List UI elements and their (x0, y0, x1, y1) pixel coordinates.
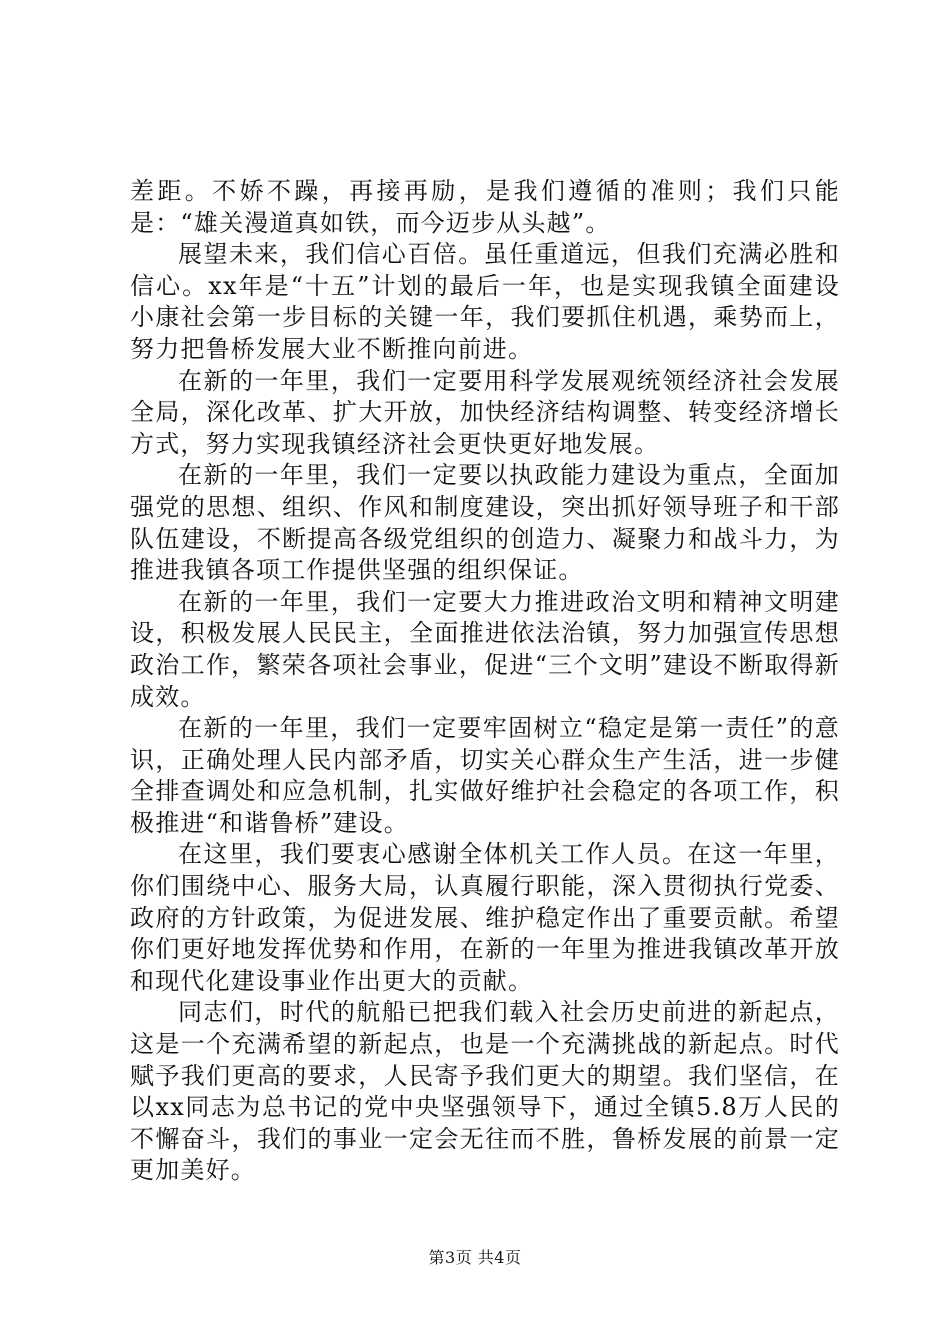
page-number-footer: 第3页 共4页 (428, 1248, 522, 1267)
paragraph-thanks-staff: 在这里，我们要衷心感谢全体机关工作人员。在这一年里，你们围绕中心、服务大局，认真履行职能，深入贯彻执行党委、政府的方针政策，为促进发展、维护稳定作出了重要贡献。希望你们更好地发挥优势和作用，在新的一年里为推进我镇改革开放和现代化建设事业作出更大的贡献。 (130, 840, 840, 995)
paragraph-scientific-development: 在新的一年里，我们一定要用科学发展观统领经济社会发展全局，深化改革、扩大开放，加快经济结构调整、转变经济增长方式，努力实现我镇经济社会更快更好地发展。 (130, 366, 840, 458)
paragraph-stability: 在新的一年里，我们一定要牢固树立“稳定是第一责任”的意识，正确处理人民内部矛盾，切实关心群众生产生活，进一步健全排查调处和应急机制，扎实做好维护社会稳定的各项工作，积极推进“和谐鲁桥”建设。 (130, 714, 840, 837)
paragraph-outlook: 展望未来，我们信心百倍。虽任重道远，但我们充满必胜和信心。xx年是“十五”计划的最后一年，也是实现我镇全面建设小康社会第一步目标的关键一年，我们要抓住机遇，乘势而上，努力把鲁桥发展大业不断推向前进。 (130, 240, 840, 363)
paragraph-party-building: 在新的一年里，我们一定要以执政能力建设为重点，全面加强党的思想、组织、作风和制度建设，突出抓好领导班子和干部队伍建设，不断提高各级党组织的创造力、凝聚力和战斗力，为推进我镇各项工作提供坚强的组织保证。 (130, 461, 840, 585)
paragraph-closing: 同志们，时代的航船已把我们载入社会历史前进的新起点，这是一个充满希望的新起点，也是一个充满挑战的新起点。时代赋予我们更高的要求，人民寄予我们更大的期望。我们坚信，在以xx同志为总书记的党中央坚强领导下，通过全镇5.8万人民的不懈奋斗，我们的事业一定会无往而不胜，鲁桥发展的前景一定更加美好。 (130, 998, 840, 1185)
document-body (130, 176, 840, 1187)
paragraph-civilization: 在新的一年里，我们一定要大力推进政治文明和精神文明建设，积极发展人民民主，全面推进依法治镇，努力加强宣传思想政治工作，繁荣各项社会事业，促进“三个文明”建设不断取得新成效。 (130, 587, 840, 711)
paragraph-continuation: 差距。不娇不躁，再接再励，是我们遵循的准则；我们只能是：“雄关漫道真如铁，而今迈步从头越”。 (130, 177, 840, 237)
